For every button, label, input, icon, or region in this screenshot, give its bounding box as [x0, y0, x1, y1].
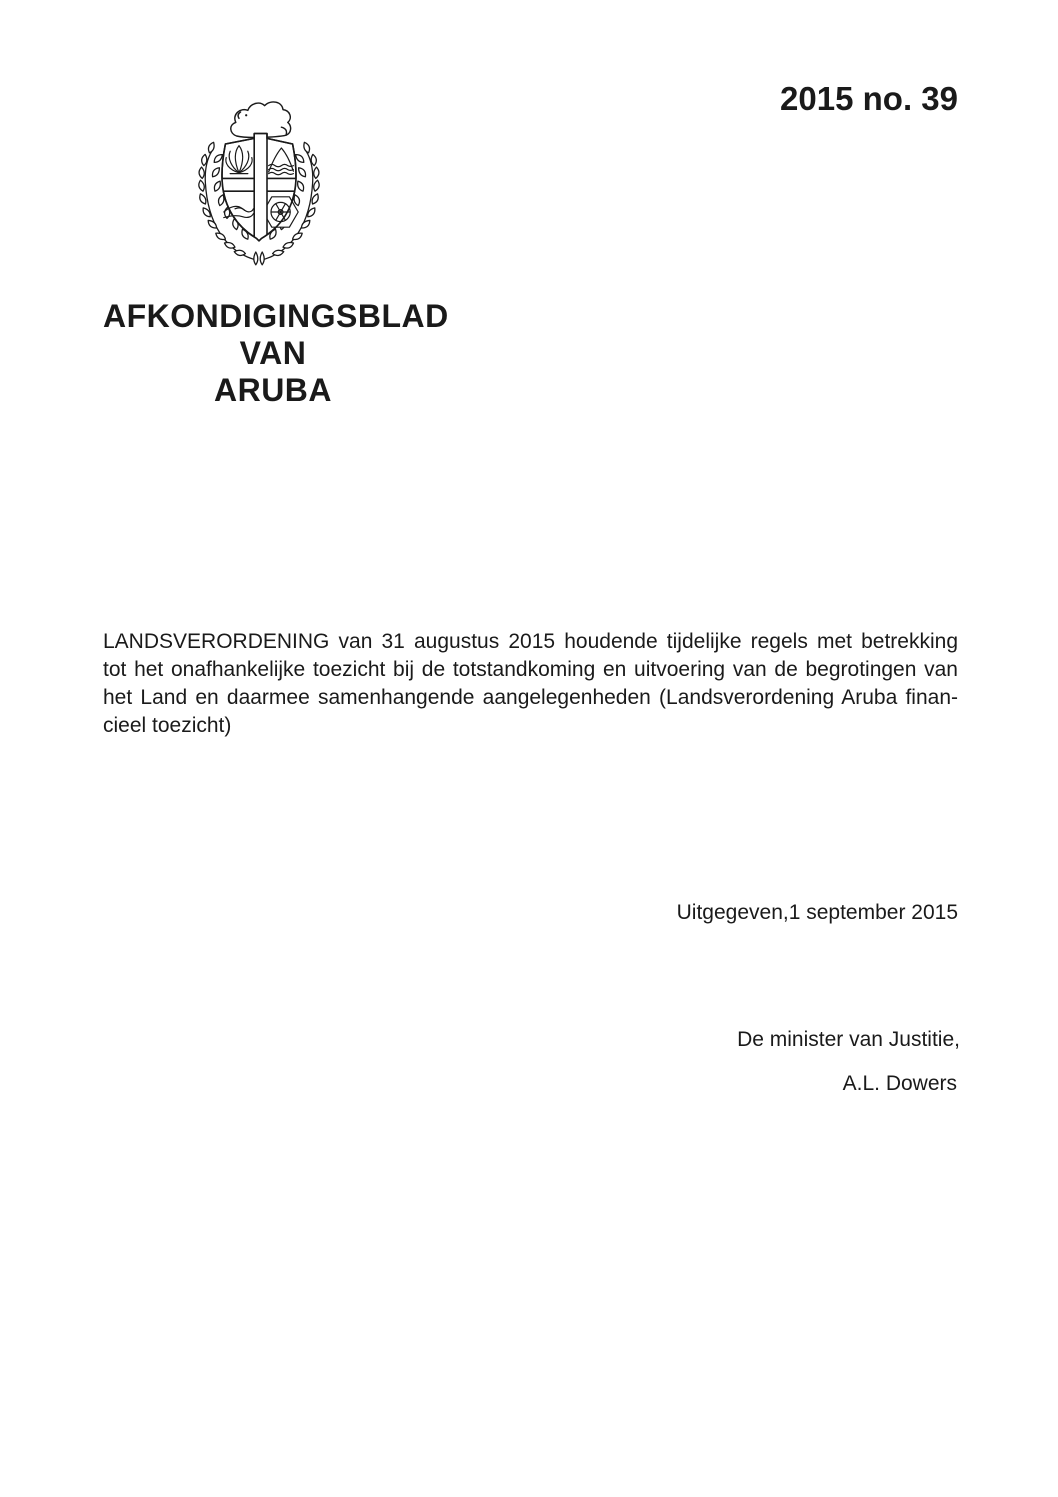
issued-date: Uitgegeven,1 september 2015	[676, 901, 958, 924]
lion-crest	[231, 102, 291, 138]
shield	[217, 132, 300, 242]
publication-title	[103, 298, 449, 409]
decree-paragraph-line: cieel toezicht)	[103, 714, 232, 737]
minister-name: A.L. Dowers	[842, 1072, 957, 1095]
decree-paragraph-line: het Land en daarmee samenhangende aangelegenheden (Landsverordening Aruba finan-	[103, 686, 958, 709]
decree-paragraph-line: LANDSVERORDENING van 31 augustus 2015 houdende tijdelijke regels met betrekking	[103, 630, 958, 653]
publication-title-line: ARUBA	[213, 372, 333, 408]
minister-title: De minister van Justitie,	[737, 1028, 960, 1051]
decree-paragraph	[103, 628, 958, 740]
publication-title-line: VAN	[239, 335, 307, 371]
publication-title-line: AFKONDIGINGSBLAD	[103, 298, 449, 334]
issue-number: 2015 no. 39	[780, 80, 958, 117]
decree-paragraph-line: tot het onafhankelijke toezicht bij de totstandkoming en uitvoering van de begrotingen van	[103, 658, 958, 681]
aruba-coat-of-arms-icon	[179, 94, 339, 266]
